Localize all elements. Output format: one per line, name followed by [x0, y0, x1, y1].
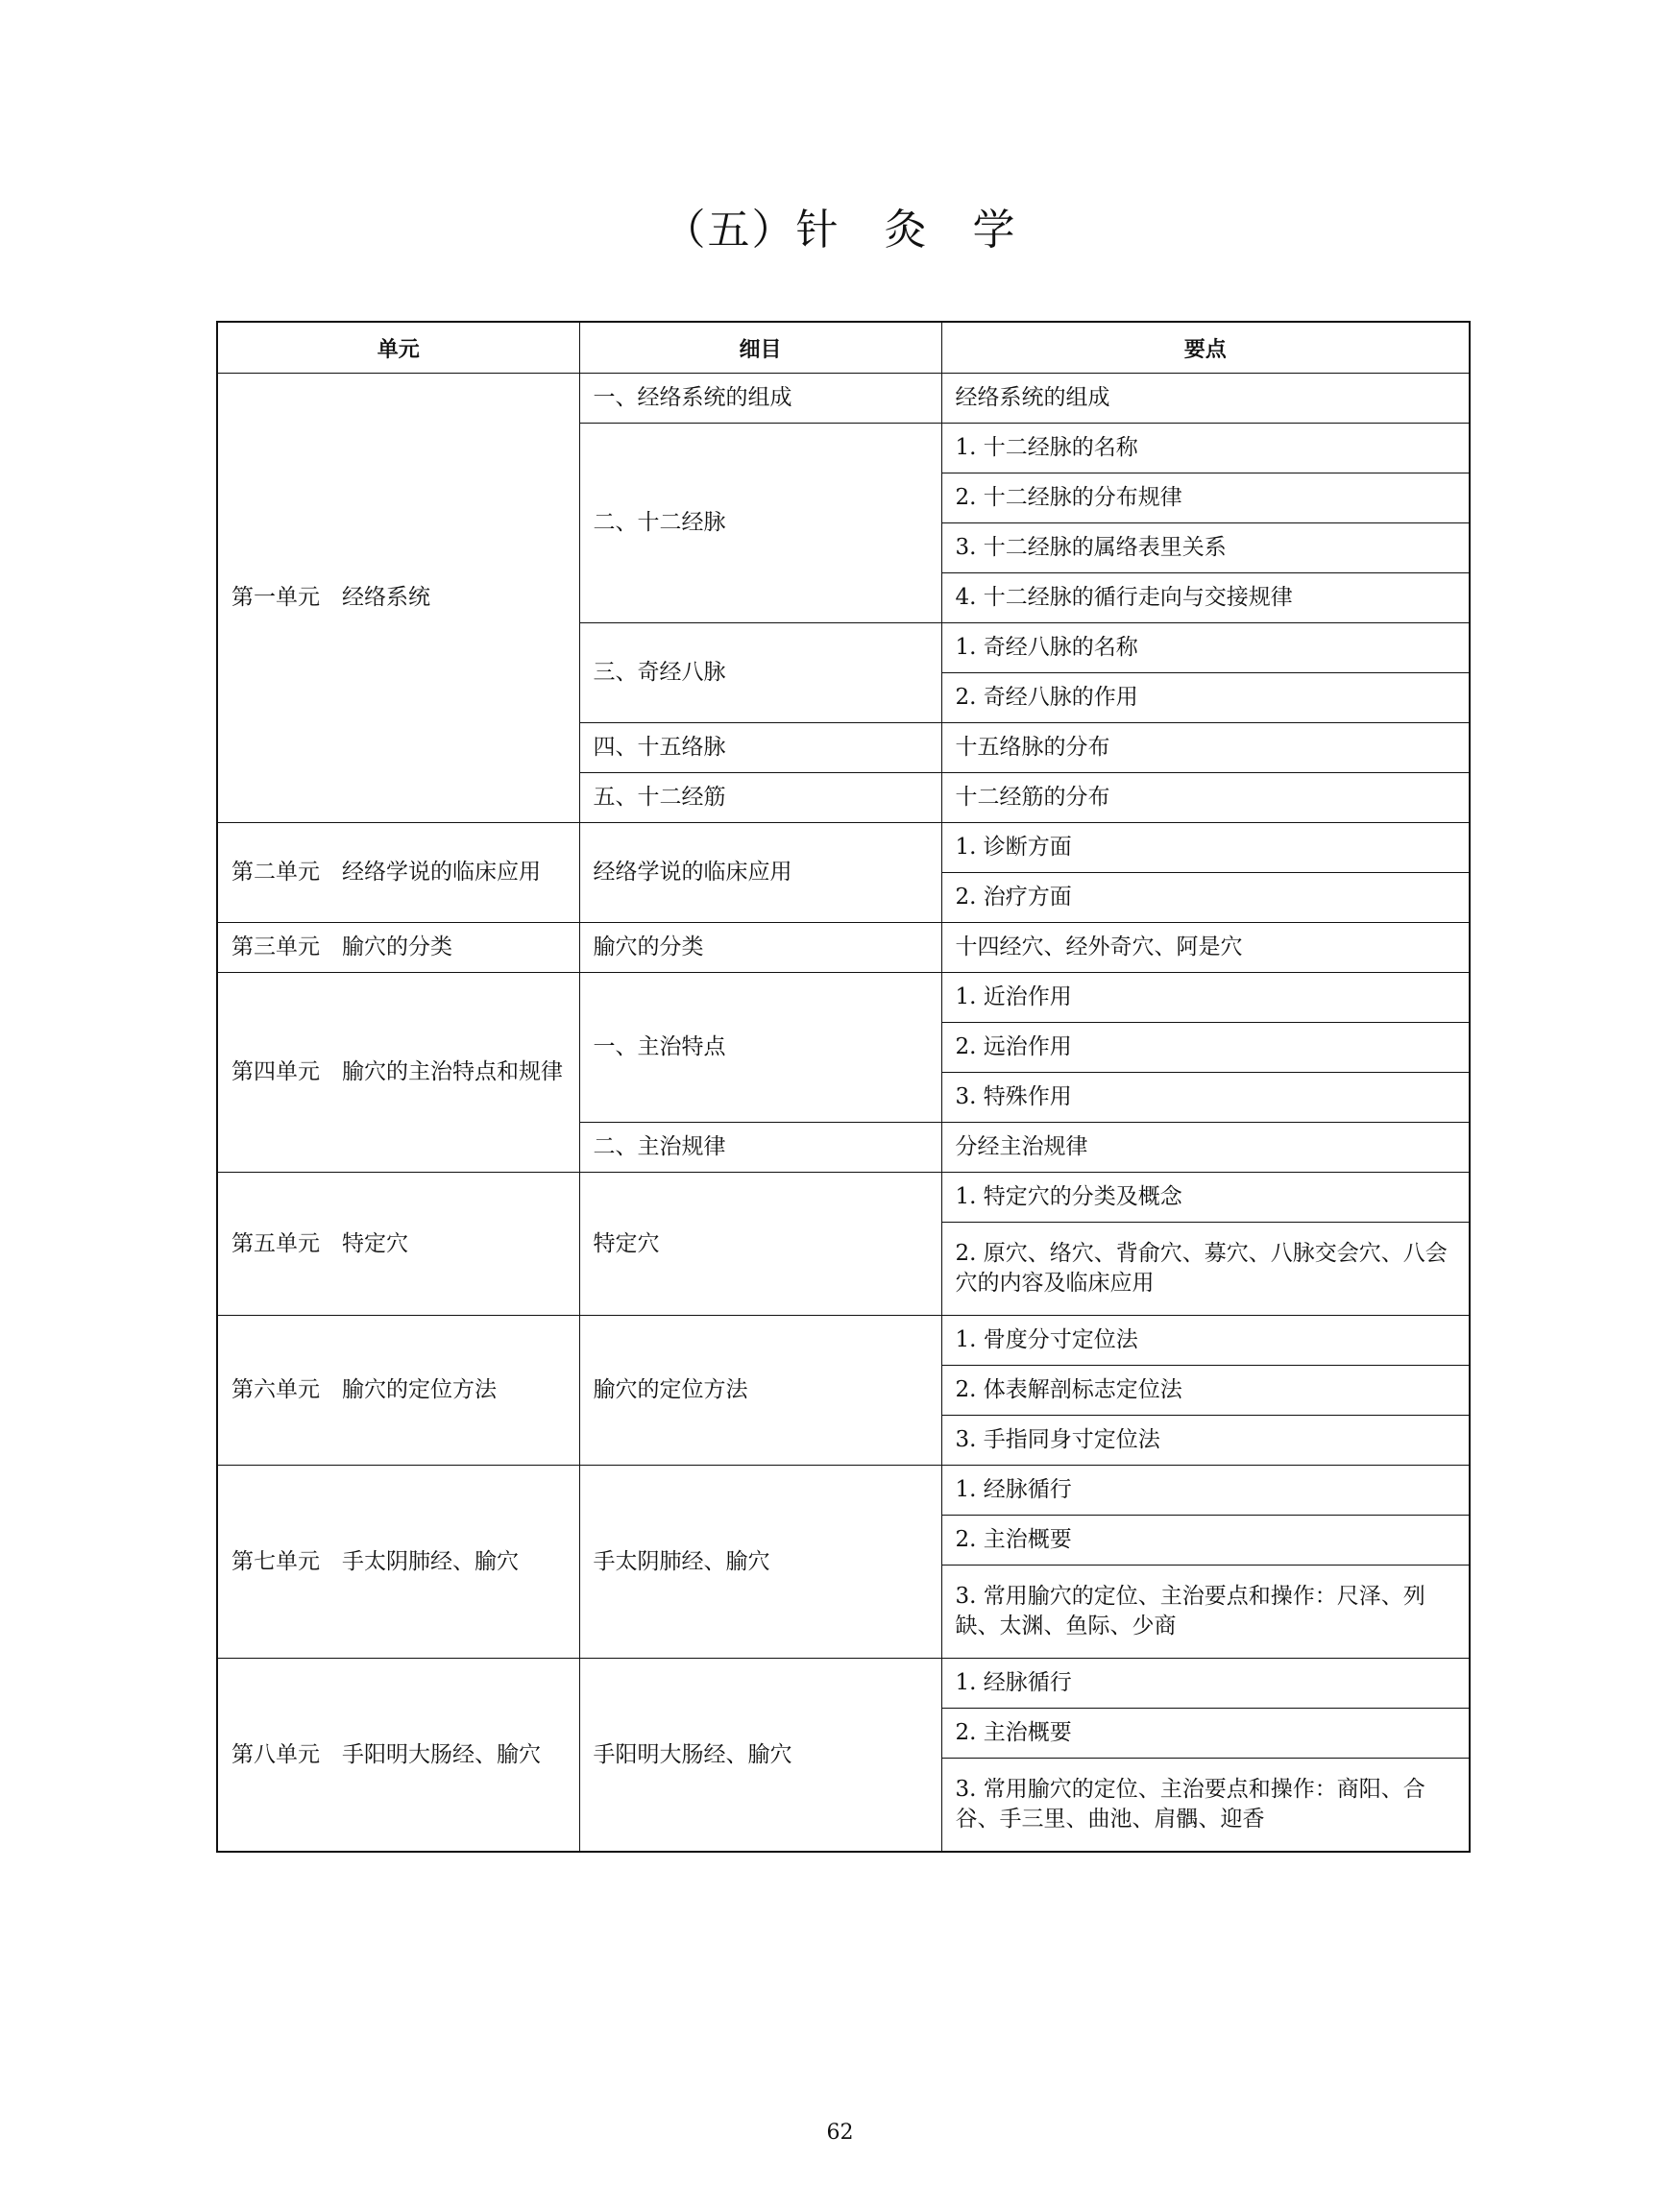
unit-cell: 第四单元 腧穴的主治特点和规律 [217, 973, 579, 1173]
point-cell: 十五络脉的分布 [941, 723, 1470, 773]
point-cell: 1. 诊断方面 [941, 823, 1470, 873]
header-unit: 单元 [217, 322, 579, 374]
item-cell: 一、经络系统的组成 [579, 374, 941, 424]
point-cell: 十四经穴、经外奇穴、阿是穴 [941, 923, 1470, 973]
unit-cell: 第八单元 手阳明大肠经、腧穴 [217, 1659, 579, 1853]
table-header [217, 322, 1470, 374]
table-row [217, 823, 1470, 873]
item-cell: 三、奇经八脉 [579, 623, 941, 723]
point-cell: 分经主治规律 [941, 1123, 1470, 1173]
page-number: 62 [826, 2121, 854, 2145]
point-cell: 2. 主治概要 [941, 1516, 1470, 1566]
header-row [217, 322, 1470, 374]
item-cell: 四、十五络脉 [579, 723, 941, 773]
item-cell: 腧穴的分类 [579, 923, 941, 973]
point-cell: 3. 常用腧穴的定位、主治要点和操作：尺泽、列缺、太渊、鱼际、少商 [941, 1566, 1470, 1659]
point-cell: 2. 体表解剖标志定位法 [941, 1366, 1470, 1416]
point-cell: 2. 远治作用 [941, 1023, 1470, 1073]
table-row [217, 1659, 1470, 1709]
item-cell: 腧穴的定位方法 [579, 1316, 941, 1466]
point-cell: 2. 原穴、络穴、背俞穴、募穴、八脉交会穴、八会穴的内容及临床应用 [941, 1223, 1470, 1316]
item-cell: 二、主治规律 [579, 1123, 941, 1173]
header-points: 要点 [941, 322, 1470, 374]
unit-cell: 第七单元 手太阴肺经、腧穴 [217, 1466, 579, 1659]
table-row [217, 374, 1470, 424]
point-cell: 2. 主治概要 [941, 1709, 1470, 1759]
table-row [217, 923, 1470, 973]
point-cell: 2. 奇经八脉的作用 [941, 673, 1470, 723]
table-row [217, 1466, 1470, 1516]
item-cell: 特定穴 [579, 1173, 941, 1316]
item-cell: 手太阴肺经、腧穴 [579, 1466, 941, 1659]
item-cell: 经络学说的临床应用 [579, 823, 941, 923]
point-cell: 4. 十二经脉的循行走向与交接规律 [941, 573, 1470, 623]
item-cell: 二、十二经脉 [579, 424, 941, 623]
point-cell: 3. 特殊作用 [941, 1073, 1470, 1123]
syllabus-table [216, 321, 1471, 1853]
page-title: （五）针 灸 学 [663, 206, 1017, 255]
point-cell: 3. 十二经脉的属络表里关系 [941, 523, 1470, 573]
unit-cell: 第一单元 经络系统 [217, 374, 579, 823]
unit-cell: 第五单元 特定穴 [217, 1173, 579, 1316]
table-row [217, 1316, 1470, 1366]
item-cell: 一、主治特点 [579, 973, 941, 1123]
point-cell: 1. 十二经脉的名称 [941, 424, 1470, 473]
point-cell: 1. 近治作用 [941, 973, 1470, 1023]
point-cell: 1. 骨度分寸定位法 [941, 1316, 1470, 1366]
point-cell: 十二经筋的分布 [941, 773, 1470, 823]
unit-cell: 第六单元 腧穴的定位方法 [217, 1316, 579, 1466]
unit-cell: 第二单元 经络学说的临床应用 [217, 823, 579, 923]
header-item: 细目 [579, 322, 941, 374]
unit-cell: 第三单元 腧穴的分类 [217, 923, 579, 973]
point-cell: 1. 经脉循行 [941, 1659, 1470, 1709]
point-cell: 2. 治疗方面 [941, 873, 1470, 923]
point-cell: 2. 十二经脉的分布规律 [941, 473, 1470, 523]
table-row [217, 973, 1470, 1023]
point-cell: 3. 手指同身寸定位法 [941, 1416, 1470, 1466]
point-cell: 1. 经脉循行 [941, 1466, 1470, 1516]
table-body [217, 374, 1470, 1853]
point-cell: 1. 特定穴的分类及概念 [941, 1173, 1470, 1223]
item-cell: 五、十二经筋 [579, 773, 941, 823]
item-cell: 手阳明大肠经、腧穴 [579, 1659, 941, 1853]
point-cell: 3. 常用腧穴的定位、主治要点和操作：商阳、合谷、手三里、曲池、肩髃、迎香 [941, 1759, 1470, 1853]
point-cell: 经络系统的组成 [941, 374, 1470, 424]
table-row [217, 1173, 1470, 1223]
point-cell: 1. 奇经八脉的名称 [941, 623, 1470, 673]
